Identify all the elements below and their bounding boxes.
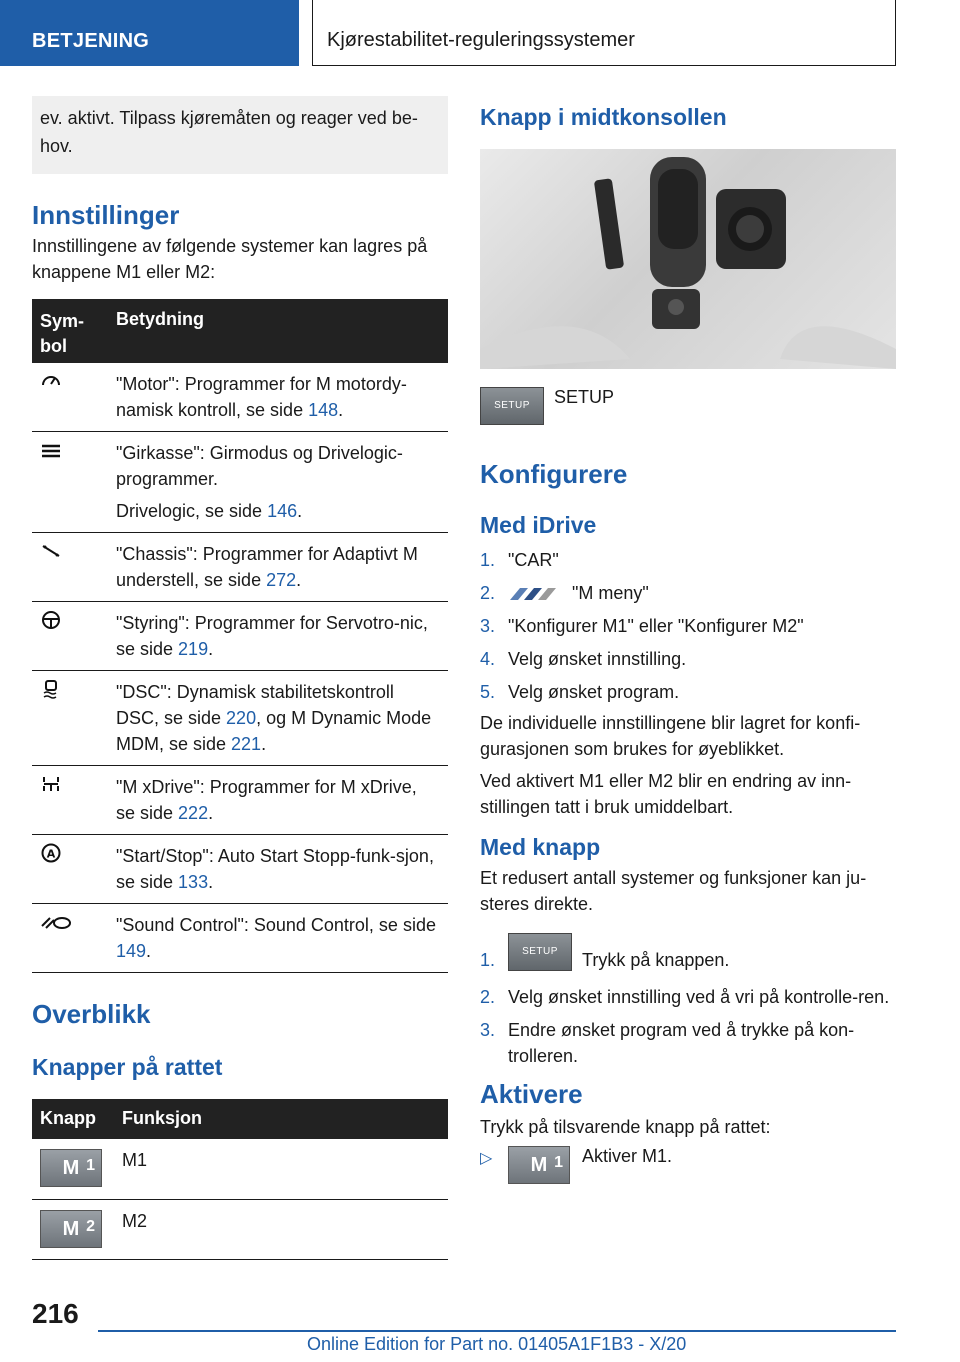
page-link[interactable]: 221 (231, 734, 262, 754)
m1-button-icon: M 1 (508, 1146, 570, 1184)
footer-divider (98, 1330, 896, 1332)
steering-buttons-heading: Knapper på rattet (32, 1054, 223, 1080)
col-function-header: Funksjon (122, 1099, 448, 1139)
gearbox-icon (40, 440, 62, 460)
table-row (32, 1139, 448, 1199)
row-text: "Start/Stop": Auto Start Stopp-funk‐sjon, se side (116, 846, 434, 892)
dsc-icon (40, 679, 62, 699)
activate-label: Aktiver M1. (582, 1146, 673, 1166)
table-row: "Sound Control": Sound Control, se side 149. (32, 904, 448, 973)
activate-intro: Trykk på tilsvarende knapp på rattet: (480, 1117, 771, 1137)
col-meaning-header: Betydning (116, 299, 448, 363)
idrive-para-1: De individuelle innstillingene blir lagret for konfi‐gurasjonen som brukes for øyeblikket. (480, 713, 861, 759)
settings-heading: Innstillinger (32, 200, 180, 230)
console-heading: Knapp i midtkonsollen (480, 104, 727, 130)
svg-text:A: A (46, 847, 56, 861)
activate-heading: Aktivere (480, 1079, 583, 1109)
buttons-table (32, 1099, 448, 1260)
list-item: 5. Velg ønsket program. (480, 682, 680, 702)
row-text: "Motor": Programmer for M motordy‐namisk kontroll, se side (116, 374, 407, 420)
settings-table (32, 299, 448, 973)
start-stop-icon (40, 843, 62, 863)
table-row: "Chassis": Programmer for Adaptivt M understell, se side 272. (32, 533, 448, 602)
table-row: "DSC": Dynamisk stabilitetskontroll DSC, se side 220, og M Dynamic Mode MDM, se side 221. (32, 671, 448, 766)
idrive-steps (480, 547, 896, 705)
table-row (32, 1199, 448, 1259)
setup-button-icon: SETUP (508, 933, 572, 971)
row-text: "Sound Control": Sound Control, se side (116, 915, 436, 935)
page-link[interactable]: 148 (308, 400, 339, 420)
m2-button-icon: M 2 (40, 1210, 102, 1248)
page-header (0, 0, 960, 66)
bullet-triangle-icon: ▷ (480, 1150, 493, 1167)
button-heading: Med knapp (480, 834, 601, 860)
idrive-para-2: Ved aktivert M1 eller M2 blir en endring av inn‐stillingen tatt i bruk umiddelbart. (480, 771, 852, 817)
steering-wheel-icon (40, 610, 62, 630)
settings-intro: Innstillingene av følgende systemer kan lagres på knappene M1 eller M2: (32, 236, 428, 282)
setup-label: SETUP (554, 387, 615, 407)
sound-icon (40, 912, 72, 932)
table-row: "Girkasse": Girmodus og Drivelogic-programmer. Drivelogic, se side 146. (32, 432, 448, 533)
activate-item (480, 1146, 896, 1188)
page-link[interactable]: 133 (178, 872, 209, 892)
list-item: 2. "M meny" (480, 583, 649, 603)
chassis-icon (40, 541, 62, 561)
list-item: 1. SETUP Trykk på knappen. (480, 933, 896, 977)
button-steps (480, 933, 896, 1069)
table-row: "Motor": Programmer for M motordy‐namisk kontroll, se side 148. (32, 363, 448, 432)
table-row: A "Start/Stop": Auto Start Stopp-funk‐sjon, se side 133. (32, 835, 448, 904)
right-column (480, 96, 896, 1188)
page-link[interactable]: 219 (178, 639, 209, 659)
page-link[interactable]: 220 (226, 708, 257, 728)
overview-heading: Overblikk (32, 999, 151, 1029)
setup-row (480, 387, 896, 431)
table-row: "M xDrive": Programmer for M xDrive, se side 222. (32, 766, 448, 835)
col-symbol-header: Sym‐bol (32, 299, 116, 363)
page-link[interactable]: 146 (267, 501, 298, 521)
list-item: 2. Velg ønsket innstilling ved å vri på kontrolle‐ren. (480, 987, 890, 1007)
setup-button-icon: SETUP (480, 387, 544, 425)
function-cell: M1 (122, 1139, 448, 1199)
list-item: 3. Endre ønsket program ved å trykke på kon‐trolleren. (480, 1020, 855, 1066)
page-link[interactable]: 222 (178, 803, 209, 823)
page-link[interactable]: 272 (266, 570, 297, 590)
row-text: "DSC": Dynamisk stabilitetskontroll DSC, se side (116, 682, 394, 728)
row-text: "M xDrive": Programmer for M xDrive, se side (116, 777, 417, 823)
col-button-header: Knapp (32, 1099, 122, 1139)
idrive-heading: Med iDrive (480, 512, 597, 538)
engine-gauge-icon (40, 371, 62, 391)
left-column (32, 96, 448, 1260)
configure-heading: Konfigurere (480, 459, 628, 489)
center-console-illustration (480, 149, 896, 369)
table-row: "Styring": Programmer for Servotro‐nic, se side 219. (32, 602, 448, 671)
row-text: "Styring": Programmer for Servotro‐nic, se side (116, 613, 428, 659)
page-link[interactable]: 149 (116, 941, 147, 961)
edition-text: Online Edition for Part no. 01405A1F1B3 - X/20 (307, 1334, 687, 1354)
row-text: "Chassis": Programmer for Adaptivt M understell, se side (116, 544, 418, 590)
button-intro: Et redusert antall systemer og funksjoner kan ju‐steres direkte. (480, 868, 867, 914)
list-item: 4. Velg ønsket innstilling. (480, 649, 687, 669)
list-item: 1. "CAR" (480, 550, 559, 570)
page-number: 216 (32, 1298, 79, 1329)
center-console-photo (480, 149, 896, 369)
list-item: 3. "Konfigurer M1" eller "Konfigurer M2" (480, 616, 804, 636)
m1-button-icon: M 1 (40, 1149, 102, 1187)
chapter-title: Kjørestabilitet-reguleringssystemer (312, 0, 896, 66)
m-logo-icon (508, 587, 562, 601)
function-cell: M2 (122, 1199, 448, 1259)
xdrive-icon (40, 774, 62, 794)
note-box: ev. aktivt. Tilpass kjøremåten og reager ved be‐hov. (32, 96, 448, 174)
row-text: "Girkasse": Girmodus og Drivelogic-programmer. (116, 443, 403, 489)
section-label: BETJENING (0, 0, 299, 66)
